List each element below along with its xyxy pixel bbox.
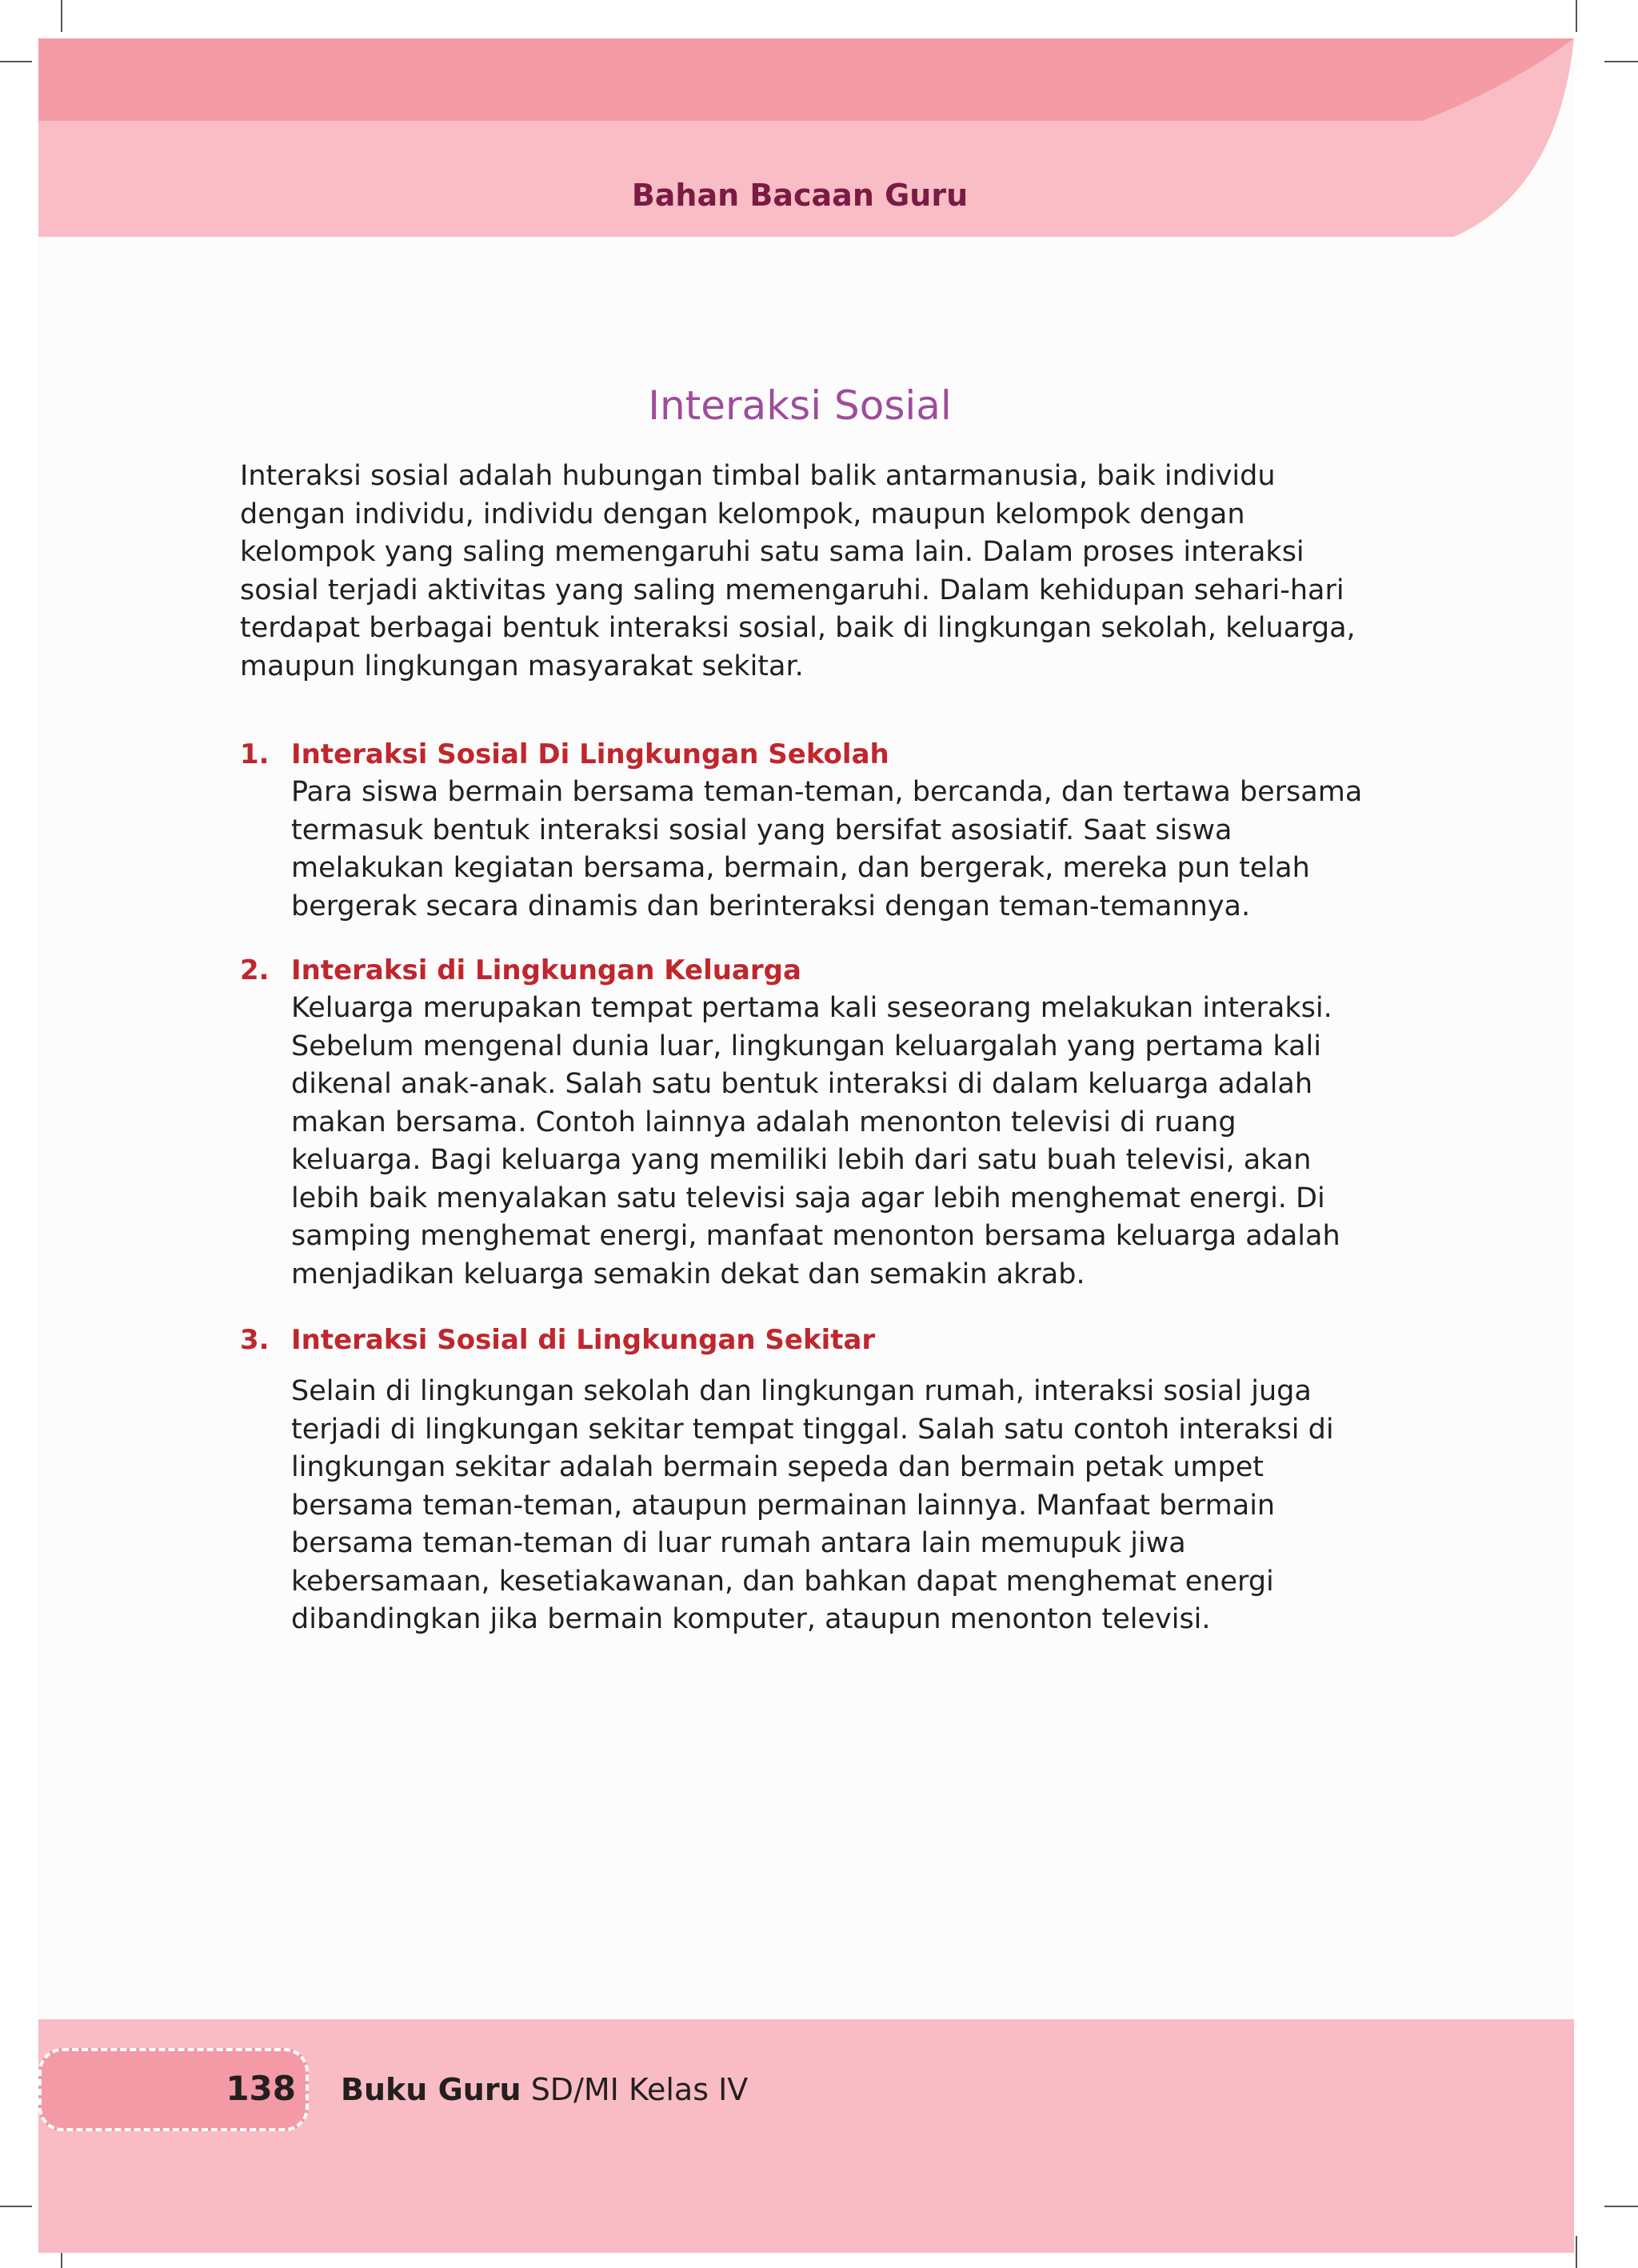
header-title: Bahan Bacaan Guru (631, 178, 969, 213)
section-body: Para siswa bermain bersama teman-teman, bercanda, dan tertawa bersama termasuk bentuk interaksi sosial yang bersifat asosiatif. Saat siswa melakukan kegiatan bersama, bermain, dan bergerak, mereka pun telah bergerak secara dinamis dan berinteraksi dengan teman-temannya. (291, 776, 1363, 922)
section-body: Selain di lingkungan sekolah dan lingkungan rumah, interaksi sosial juga terjadi di lingkungan sekitar tempat tinggal. Salah satu contoh interaksi di lingkungan sekitar adalah bermain sepeda dan bermain petak umpet bersama teman-teman, ataupun permainan lainnya. Manfaat bermain bersama teman-teman di luar rumah antara lain memupuk jiwa kebersamaan, kesetiakawanan, dan bahkan dapat menghemat energi dibandingkan jika bermain komputer, ataupun menonton televisi. (291, 1375, 1334, 1635)
intro-paragraph: Interaksi sosial adalah hubungan timbal balik antarmanusia, baik individu dengan individu, individu dengan kelompok, maupun kelompok dengan kelompok yang saling memengaruhi satu sama lain. Dalam proses interaksi sosial terjadi aktivitas yang saling memengaruhi. Dalam kehidupan sehari-hari terdapat berbagai bentuk interaksi sosial, baik di lingkungan sekolah, keluarga, maupun lingkungan masyarakat sekitar. (240, 460, 1356, 682)
page-title: Interaksi Sosial (648, 382, 952, 429)
section-number: 1. (240, 738, 270, 770)
section-body: Keluarga merupakan tempat pertama kali seseorang melakukan interaksi. Sebelum mengenal dunia luar, lingkungan keluargalah yang pertama kali dikenal anak-anak. Salah satu bentuk interaksi di dalam keluarga adalah makan bersama. Contoh lainnya adalah menonton televisi di ruang keluarga. Bagi keluarga yang memiliki lebih dari satu buah televisi, akan lebih baik menyalakan satu televisi saja agar lebih menghemat energi. Di samping menghemat energi, manfaat menonton bersama keluarga adalah menjadikan keluarga semakin dekat dan semakin akrab. (291, 992, 1340, 1290)
crop-mark (1576, 0, 1577, 32)
crop-mark (0, 2206, 32, 2207)
footer-book-bold: Buku Guru (341, 2072, 521, 2107)
section-title: Interaksi Sosial di Lingkungan Sekitar (291, 1324, 876, 1356)
section-number: 2. (240, 954, 270, 986)
section-number: 3. (240, 1324, 270, 1356)
page-number-badge (38, 2048, 309, 2131)
crop-mark (1604, 2206, 1638, 2207)
section-title: Interaksi Sosial Di Lingkungan Sekolah (291, 738, 889, 770)
crop-mark (1604, 61, 1638, 62)
footer-book-title (341, 2072, 748, 2107)
crop-mark (1576, 2236, 1577, 2268)
section-title: Interaksi di Lingkungan Keluarga (291, 954, 801, 986)
footer-book-rest: SD/MI Kelas IV (521, 2072, 749, 2107)
page-number: 138 (226, 2069, 296, 2108)
crop-mark (0, 61, 32, 62)
crop-mark (61, 0, 62, 32)
